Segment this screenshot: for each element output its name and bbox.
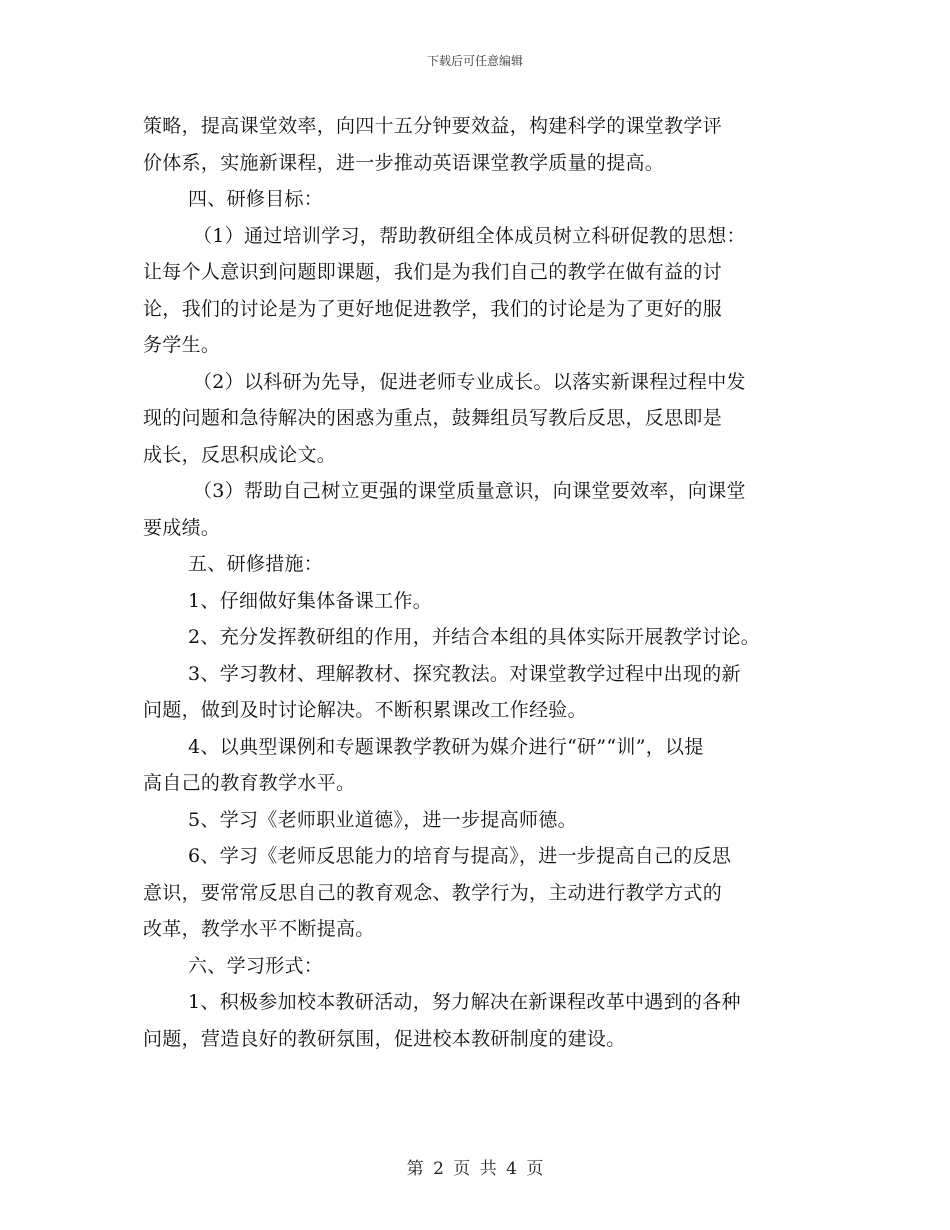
section-heading: 六、学习形式： — [188, 954, 324, 977]
section-heading: 四、研修目标： — [188, 188, 324, 210]
page-footer: 第 2 页 共 4 页 — [406, 1159, 544, 1179]
text-line: 策略，提高课堂效率，向四十五分钟要效益，构建科学的课堂教学评 — [143, 115, 723, 137]
text-line: 1、仔细做好集体备课工作。 — [188, 589, 432, 612]
text-line: 3、学习教材、理解教材、探究教法。对课堂教学过程中出现的新 — [188, 662, 741, 685]
section-heading: 五、研修措施： — [188, 553, 324, 575]
text-line: （2）以科研为先导，促进老师专业成长。以落实新课程过程中发 — [193, 370, 746, 393]
text-line: 意识，要常常反思自己的教育观念、教学行为，主动进行教学方式的 — [143, 881, 723, 904]
text-line: 问题，营造良好的教研氛围，促进校本教研制度的建设。 — [143, 1027, 626, 1050]
text-line: 问题，做到及时讨论解决。不断积累课改工作经验。 — [143, 699, 587, 721]
document-body — [143, 108, 833, 1057]
text-line: 改革，教学水平不断提高。 — [143, 918, 375, 940]
text-line: 1、积极参加校本教研活动，努力解决在新课程改革中遇到的各种 — [188, 991, 741, 1013]
text-line: 5、学习《老师职业道德》，进一步提高师德。 — [188, 808, 577, 831]
text-line: 价体系，实施新课程，进一步推动英语课堂教学质量的提高。 — [143, 151, 665, 174]
text-line: 高自己的教育教学水平。 — [143, 772, 356, 794]
text-line: 现的问题和急待解决的困惑为重点，鼓舞组员写教后反思，反思即是 — [143, 407, 723, 429]
text-line: 让每个人意识到问题即课题，我们是为我们自己的教学在做有益的讨 — [143, 261, 723, 283]
text-line: 要成绩。 — [143, 516, 221, 539]
text-line: 务学生。 — [143, 334, 221, 356]
text-line: （1）通过培训学习，帮助教研组全体成员树立科研促教的思想： — [193, 224, 746, 247]
text-line: 2、充分发挥教研组的作用，并结合本组的具体实际开展教学讨论。 — [188, 626, 761, 648]
text-line: 论，我们的讨论是为了更好地促进教学，我们的讨论是为了更好的服 — [143, 297, 723, 320]
text-line: 6、学习《老师反思能力的培育与提高》，进一步提高自己的反思 — [188, 845, 732, 867]
page-header: 下载后可任意编辑 — [426, 54, 523, 68]
text-line: （3）帮助自己树立更强的课堂质量意识，向课堂要效率，向课堂 — [193, 480, 746, 502]
text-line: 成长，反思积成论文。 — [143, 443, 337, 466]
text-line: 4、以典型课例和专题课教学教研为媒介进行“研”“训”，以提 — [188, 735, 704, 758]
